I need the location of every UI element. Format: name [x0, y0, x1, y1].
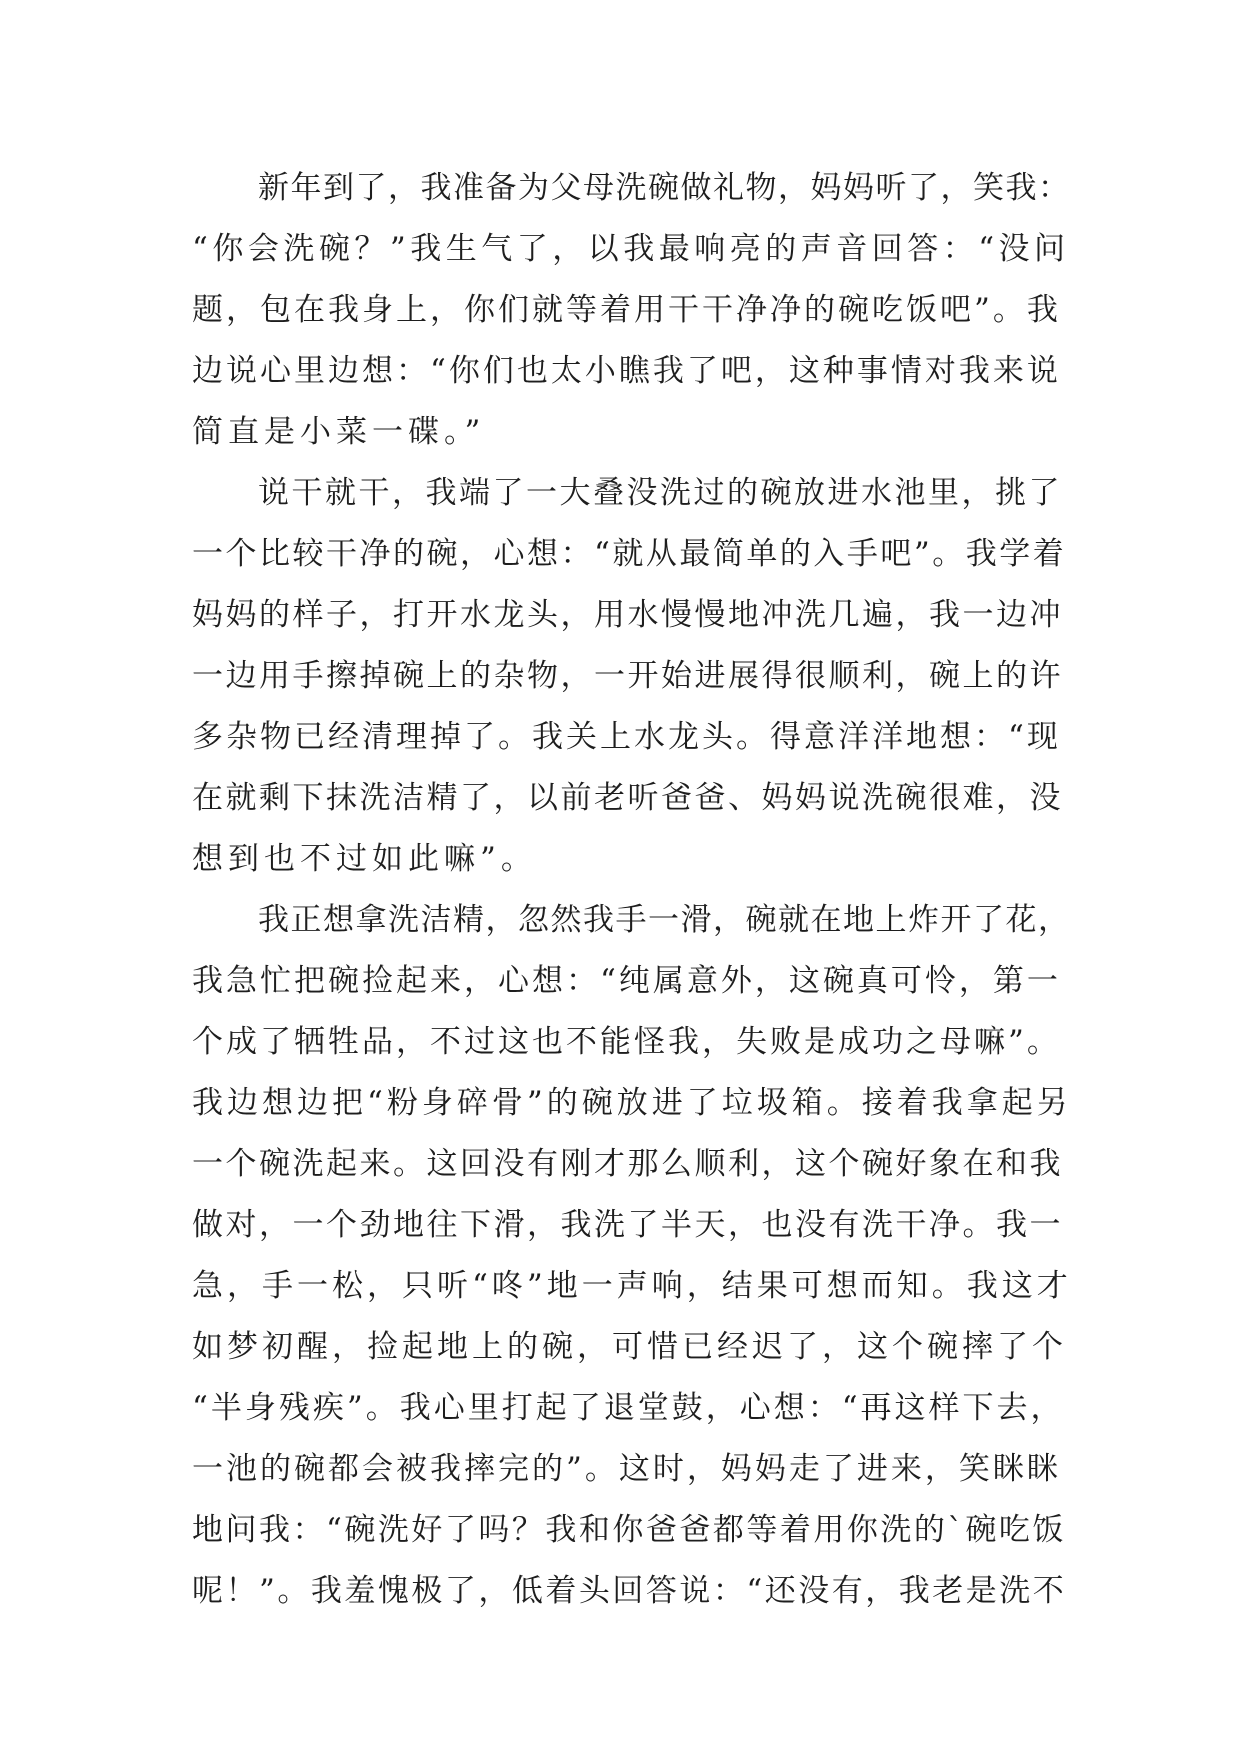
- document-body: [192, 158, 1072, 1622]
- paragraph-line: 题，包在我身上，你们就等着用干干净净的碗吃饭吧”。我: [192, 292, 1061, 328]
- paragraph-line: 我急忙把碗捡起来，心想：“纯属意外，这碗真可怜，第一: [192, 963, 1061, 999]
- paragraph-line: 个成了牺牲品，不过这也不能怪我，失败是成功之母嘛”。: [192, 1024, 1061, 1060]
- paragraph-line: 一个比较干净的碗，心想：“就从最简单的入手吧”。我学着: [192, 536, 1067, 572]
- paragraph-line: 多杂物已经清理掉了。我关上水龙头。得意洋洋地想：“现: [192, 719, 1061, 755]
- paragraph-line: 地问我：“碗洗好了吗？我和你爸爸都等着用你洗的`碗吃饭: [192, 1512, 1066, 1548]
- paragraph-line: 急，手一松，只听“咚”地一声响，结果可想而知。我这才: [192, 1268, 1072, 1304]
- paragraph-line: 一边用手擦掉碗上的杂物，一开始进展得很顺利，碗上的许: [192, 658, 1063, 694]
- paragraph-line: “你会洗碗？”我生气了，以我最响亮的声音回答：“没问: [192, 231, 1070, 267]
- paragraph-first-line: 我正想拿洗洁精，忽然我手一滑，碗就在地上炸开了花，: [258, 902, 1071, 938]
- paragraph-line: 呢！”。我羞愧极了，低着头回答说：“还没有，我老是洗不: [192, 1573, 1067, 1609]
- paragraph-first-line: 说干就干，我端了一大叠没洗过的碗放进水池里，挑了: [258, 475, 1062, 511]
- paragraph-line: 在就剩下抹洗洁精了，以前老听爸爸、妈妈说洗碗很难，没: [192, 780, 1063, 816]
- paragraph-first-line: 新年到了，我准备为父母洗碗做礼物，妈妈听了，笑我：: [258, 170, 1071, 206]
- paragraph-line: “半身残疾”。我心里打起了退堂鼓，心想：“再这样下去，: [192, 1390, 1065, 1426]
- paragraph-line: 边说心里边想：“你们也太小瞧我了吧，这种事情对我来说: [192, 353, 1061, 389]
- paragraph-line: 简直是小菜一碟。”: [192, 414, 486, 450]
- paragraph-line: 一个碗洗起来。这回没有刚才那么顺利，这个碗好象在和我: [192, 1146, 1063, 1182]
- paragraph-line: 如梦初醒，捡起地上的碗，可惜已经迟了，这个碗摔了个: [192, 1329, 1067, 1365]
- paragraph-line: 做对，一个劲地往下滑，我洗了半天，也没有洗干净。我一: [192, 1207, 1063, 1243]
- paragraph-line: 妈妈的样子，打开水龙头，用水慢慢地冲洗几遍，我一边冲: [192, 597, 1063, 633]
- paragraph-line: 想到也不过如此嘛”。: [192, 841, 537, 877]
- paragraph-line: 一池的碗都会被我摔完的”。这时，妈妈走了进来，笑眯眯: [192, 1451, 1061, 1487]
- paragraph-line: 我边想边把“粉身碎骨”的碗放进了垃圾箱。接着我拿起另: [192, 1085, 1072, 1121]
